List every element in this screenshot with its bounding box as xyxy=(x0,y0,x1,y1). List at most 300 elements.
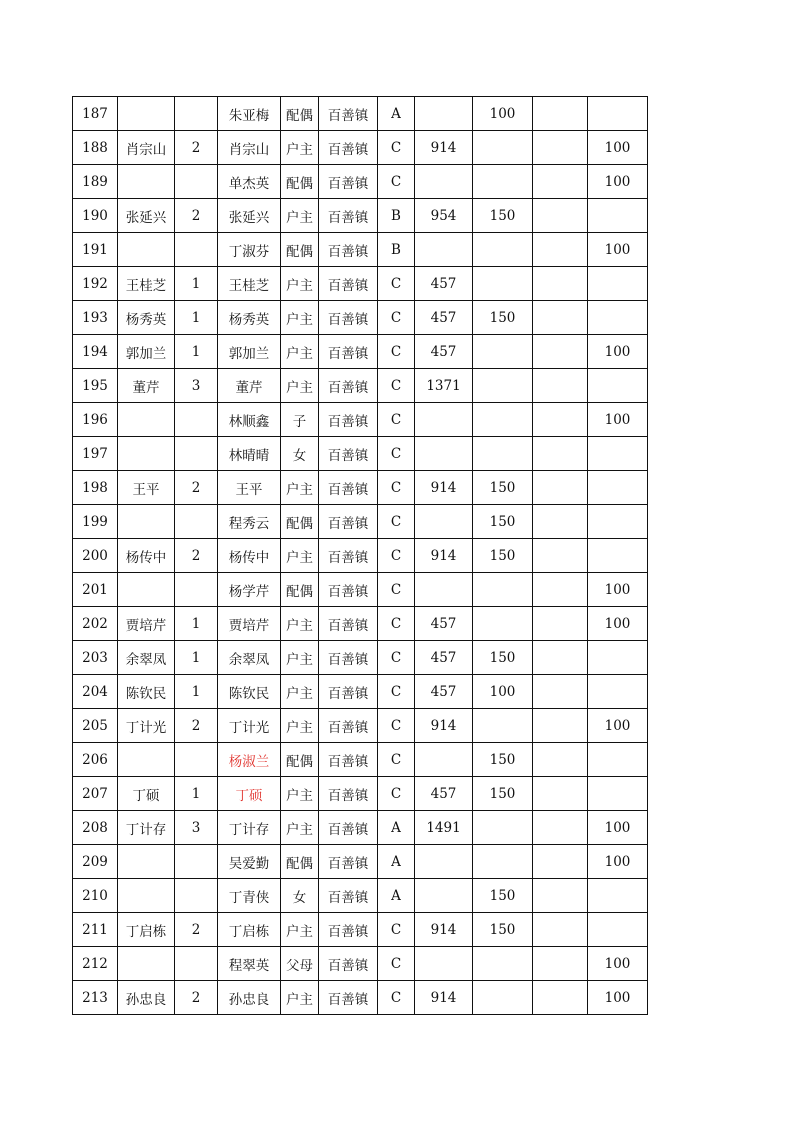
column-b-cell xyxy=(533,913,588,947)
name-cell: 丁计存 xyxy=(218,811,281,845)
column-a-cell: 150 xyxy=(473,471,533,505)
relation-cell: 户主 xyxy=(281,301,319,335)
column-c-cell xyxy=(588,471,648,505)
column-a-cell xyxy=(473,709,533,743)
household-head-cell xyxy=(118,233,175,267)
town-cell: 百善镇 xyxy=(319,165,378,199)
town-cell: 百善镇 xyxy=(319,403,378,437)
name-cell: 丁计光 xyxy=(218,709,281,743)
name-cell: 张延兴 xyxy=(218,199,281,233)
grade-cell: C xyxy=(378,301,415,335)
amount-cell: 914 xyxy=(415,131,473,165)
relation-cell: 户主 xyxy=(281,675,319,709)
amount-cell: 457 xyxy=(415,267,473,301)
column-c-cell: 100 xyxy=(588,947,648,981)
column-c-cell xyxy=(588,743,648,777)
row-number-cell: 190 xyxy=(73,199,118,233)
member-count-cell xyxy=(175,233,218,267)
table-row xyxy=(73,981,648,1015)
table-row xyxy=(73,947,648,981)
relation-cell: 户主 xyxy=(281,267,319,301)
relation-cell: 配偶 xyxy=(281,233,319,267)
amount-cell: 457 xyxy=(415,641,473,675)
member-count-cell xyxy=(175,437,218,471)
table-row xyxy=(73,505,648,539)
row-number-cell: 206 xyxy=(73,743,118,777)
grade-cell: C xyxy=(378,131,415,165)
row-number-cell: 191 xyxy=(73,233,118,267)
table-row xyxy=(73,743,648,777)
member-count-cell: 2 xyxy=(175,199,218,233)
town-cell: 百善镇 xyxy=(319,947,378,981)
relation-cell: 父母 xyxy=(281,947,319,981)
amount-cell xyxy=(415,947,473,981)
row-number-cell: 211 xyxy=(73,913,118,947)
grade-cell: C xyxy=(378,539,415,573)
name-cell: 杨秀英 xyxy=(218,301,281,335)
table-row xyxy=(73,165,648,199)
column-c-cell xyxy=(588,267,648,301)
town-cell: 百善镇 xyxy=(319,845,378,879)
column-b-cell xyxy=(533,199,588,233)
town-cell: 百善镇 xyxy=(319,879,378,913)
amount-cell xyxy=(415,845,473,879)
relation-cell: 户主 xyxy=(281,981,319,1015)
household-head-cell: 杨传中 xyxy=(118,539,175,573)
grade-cell: C xyxy=(378,403,415,437)
town-cell: 百善镇 xyxy=(319,471,378,505)
town-cell: 百善镇 xyxy=(319,573,378,607)
member-count-cell xyxy=(175,947,218,981)
amount-cell xyxy=(415,165,473,199)
amount-cell: 457 xyxy=(415,777,473,811)
table-row xyxy=(73,403,648,437)
grade-cell: C xyxy=(378,777,415,811)
relation-cell: 配偶 xyxy=(281,845,319,879)
member-count-cell xyxy=(175,403,218,437)
name-cell: 丁淑芬 xyxy=(218,233,281,267)
grade-cell: C xyxy=(378,641,415,675)
household-head-cell: 张延兴 xyxy=(118,199,175,233)
column-a-cell xyxy=(473,811,533,845)
town-cell: 百善镇 xyxy=(319,539,378,573)
amount-cell: 914 xyxy=(415,913,473,947)
member-count-cell xyxy=(175,743,218,777)
member-count-cell: 1 xyxy=(175,675,218,709)
row-number-cell: 193 xyxy=(73,301,118,335)
name-cell: 丁启栋 xyxy=(218,913,281,947)
name-cell: 程翠英 xyxy=(218,947,281,981)
relation-cell: 户主 xyxy=(281,913,319,947)
column-a-cell: 150 xyxy=(473,777,533,811)
column-c-cell: 100 xyxy=(588,607,648,641)
column-b-cell xyxy=(533,369,588,403)
amount-cell xyxy=(415,403,473,437)
household-head-cell: 贾培芹 xyxy=(118,607,175,641)
column-b-cell xyxy=(533,845,588,879)
column-c-cell: 100 xyxy=(588,811,648,845)
member-count-cell: 2 xyxy=(175,131,218,165)
table-row xyxy=(73,131,648,165)
column-b-cell xyxy=(533,165,588,199)
amount-cell xyxy=(415,743,473,777)
relation-cell: 子 xyxy=(281,403,319,437)
row-number-cell: 189 xyxy=(73,165,118,199)
amount-cell xyxy=(415,505,473,539)
member-count-cell xyxy=(175,505,218,539)
household-head-cell xyxy=(118,845,175,879)
household-head-cell xyxy=(118,947,175,981)
column-a-cell: 150 xyxy=(473,743,533,777)
town-cell: 百善镇 xyxy=(319,199,378,233)
grade-cell: A xyxy=(378,811,415,845)
relation-cell: 户主 xyxy=(281,199,319,233)
household-head-cell: 郭加兰 xyxy=(118,335,175,369)
column-b-cell xyxy=(533,675,588,709)
column-c-cell xyxy=(588,777,648,811)
column-b-cell xyxy=(533,403,588,437)
amount-cell: 457 xyxy=(415,335,473,369)
relation-cell: 户主 xyxy=(281,641,319,675)
column-a-cell xyxy=(473,845,533,879)
table-row xyxy=(73,369,648,403)
column-c-cell: 100 xyxy=(588,165,648,199)
table-row xyxy=(73,267,648,301)
column-a-cell xyxy=(473,267,533,301)
amount-cell: 914 xyxy=(415,539,473,573)
name-cell: 林顺鑫 xyxy=(218,403,281,437)
row-number-cell: 208 xyxy=(73,811,118,845)
column-c-cell xyxy=(588,97,648,131)
table-row xyxy=(73,607,648,641)
grade-cell: C xyxy=(378,267,415,301)
member-count-cell: 2 xyxy=(175,471,218,505)
column-c-cell: 100 xyxy=(588,233,648,267)
table-row xyxy=(73,845,648,879)
town-cell: 百善镇 xyxy=(319,641,378,675)
column-b-cell xyxy=(533,573,588,607)
member-count-cell: 2 xyxy=(175,709,218,743)
amount-cell: 914 xyxy=(415,471,473,505)
member-count-cell: 1 xyxy=(175,777,218,811)
town-cell: 百善镇 xyxy=(319,233,378,267)
column-a-cell: 150 xyxy=(473,641,533,675)
column-b-cell xyxy=(533,437,588,471)
column-a-cell xyxy=(473,131,533,165)
row-number-cell: 192 xyxy=(73,267,118,301)
grade-cell: C xyxy=(378,505,415,539)
member-count-cell: 2 xyxy=(175,981,218,1015)
member-count-cell xyxy=(175,573,218,607)
row-number-cell: 204 xyxy=(73,675,118,709)
member-count-cell: 1 xyxy=(175,335,218,369)
table-row xyxy=(73,879,648,913)
member-count-cell xyxy=(175,845,218,879)
table-row xyxy=(73,777,648,811)
amount-cell xyxy=(415,233,473,267)
table-row xyxy=(73,199,648,233)
amount-cell: 457 xyxy=(415,301,473,335)
member-count-cell: 2 xyxy=(175,539,218,573)
grade-cell: C xyxy=(378,981,415,1015)
grade-cell: B xyxy=(378,199,415,233)
town-cell: 百善镇 xyxy=(319,97,378,131)
records-table xyxy=(72,96,648,1015)
column-a-cell xyxy=(473,403,533,437)
column-c-cell: 100 xyxy=(588,403,648,437)
name-cell: 郭加兰 xyxy=(218,335,281,369)
town-cell: 百善镇 xyxy=(319,743,378,777)
column-a-cell xyxy=(473,981,533,1015)
name-cell: 王平 xyxy=(218,471,281,505)
name-cell: 单杰英 xyxy=(218,165,281,199)
town-cell: 百善镇 xyxy=(319,709,378,743)
household-head-cell xyxy=(118,165,175,199)
relation-cell: 女 xyxy=(281,879,319,913)
town-cell: 百善镇 xyxy=(319,437,378,471)
column-c-cell xyxy=(588,879,648,913)
amount-cell: 914 xyxy=(415,981,473,1015)
name-cell: 余翠凤 xyxy=(218,641,281,675)
relation-cell: 配偶 xyxy=(281,97,319,131)
column-c-cell xyxy=(588,369,648,403)
grade-cell: C xyxy=(378,471,415,505)
column-b-cell xyxy=(533,811,588,845)
table-row xyxy=(73,539,648,573)
member-count-cell: 1 xyxy=(175,301,218,335)
household-head-cell: 肖宗山 xyxy=(118,131,175,165)
amount-cell: 1491 xyxy=(415,811,473,845)
household-head-cell xyxy=(118,743,175,777)
name-cell: 贾培芹 xyxy=(218,607,281,641)
household-head-cell: 董芹 xyxy=(118,369,175,403)
household-head-cell: 陈钦民 xyxy=(118,675,175,709)
amount-cell xyxy=(415,97,473,131)
column-c-cell: 100 xyxy=(588,845,648,879)
row-number-cell: 187 xyxy=(73,97,118,131)
member-count-cell: 3 xyxy=(175,369,218,403)
name-cell: 朱亚梅 xyxy=(218,97,281,131)
member-count-cell xyxy=(175,97,218,131)
column-b-cell xyxy=(533,981,588,1015)
row-number-cell: 213 xyxy=(73,981,118,1015)
name-cell: 吴爱勤 xyxy=(218,845,281,879)
table-row xyxy=(73,437,648,471)
relation-cell: 户主 xyxy=(281,777,319,811)
column-b-cell xyxy=(533,233,588,267)
row-number-cell: 198 xyxy=(73,471,118,505)
household-head-cell: 丁启栋 xyxy=(118,913,175,947)
name-cell: 孙忠良 xyxy=(218,981,281,1015)
column-c-cell xyxy=(588,301,648,335)
name-cell: 董芹 xyxy=(218,369,281,403)
name-cell: 杨学芹 xyxy=(218,573,281,607)
amount-cell: 1371 xyxy=(415,369,473,403)
member-count-cell xyxy=(175,879,218,913)
amount-cell: 914 xyxy=(415,709,473,743)
column-c-cell xyxy=(588,913,648,947)
grade-cell: C xyxy=(378,913,415,947)
town-cell: 百善镇 xyxy=(319,131,378,165)
name-cell: 陈钦民 xyxy=(218,675,281,709)
column-b-cell xyxy=(533,709,588,743)
column-c-cell xyxy=(588,505,648,539)
member-count-cell: 1 xyxy=(175,267,218,301)
table-row xyxy=(73,573,648,607)
row-number-cell: 203 xyxy=(73,641,118,675)
town-cell: 百善镇 xyxy=(319,607,378,641)
table-row xyxy=(73,233,648,267)
relation-cell: 户主 xyxy=(281,471,319,505)
relation-cell: 户主 xyxy=(281,335,319,369)
table-row xyxy=(73,471,648,505)
town-cell: 百善镇 xyxy=(319,369,378,403)
row-number-cell: 188 xyxy=(73,131,118,165)
table-row xyxy=(73,97,648,131)
household-head-cell xyxy=(118,437,175,471)
row-number-cell: 200 xyxy=(73,539,118,573)
column-c-cell xyxy=(588,199,648,233)
relation-cell: 户主 xyxy=(281,369,319,403)
relation-cell: 配偶 xyxy=(281,743,319,777)
household-head-cell: 杨秀英 xyxy=(118,301,175,335)
column-c-cell: 100 xyxy=(588,573,648,607)
household-head-cell: 丁硕 xyxy=(118,777,175,811)
column-a-cell xyxy=(473,607,533,641)
column-c-cell: 100 xyxy=(588,335,648,369)
grade-cell: C xyxy=(378,335,415,369)
column-a-cell xyxy=(473,335,533,369)
member-count-cell xyxy=(175,165,218,199)
amount-cell xyxy=(415,573,473,607)
column-b-cell xyxy=(533,301,588,335)
household-head-cell: 丁计光 xyxy=(118,709,175,743)
relation-cell: 女 xyxy=(281,437,319,471)
household-head-cell xyxy=(118,97,175,131)
column-b-cell xyxy=(533,131,588,165)
grade-cell: C xyxy=(378,437,415,471)
town-cell: 百善镇 xyxy=(319,777,378,811)
column-c-cell xyxy=(588,641,648,675)
name-cell: 程秀云 xyxy=(218,505,281,539)
amount-cell: 954 xyxy=(415,199,473,233)
grade-cell: C xyxy=(378,165,415,199)
relation-cell: 户主 xyxy=(281,131,319,165)
table-row xyxy=(73,301,648,335)
household-head-cell: 丁计存 xyxy=(118,811,175,845)
column-c-cell xyxy=(588,539,648,573)
column-b-cell xyxy=(533,947,588,981)
amount-cell xyxy=(415,437,473,471)
table-row xyxy=(73,913,648,947)
household-head-cell xyxy=(118,403,175,437)
table-row xyxy=(73,641,648,675)
town-cell: 百善镇 xyxy=(319,913,378,947)
amount-cell xyxy=(415,879,473,913)
row-number-cell: 199 xyxy=(73,505,118,539)
column-a-cell xyxy=(473,437,533,471)
column-a-cell: 150 xyxy=(473,505,533,539)
column-a-cell xyxy=(473,369,533,403)
column-a-cell xyxy=(473,233,533,267)
column-a-cell: 100 xyxy=(473,97,533,131)
household-head-cell: 孙忠良 xyxy=(118,981,175,1015)
name-cell: 肖宗山 xyxy=(218,131,281,165)
column-c-cell xyxy=(588,675,648,709)
relation-cell: 配偶 xyxy=(281,573,319,607)
household-head-cell xyxy=(118,573,175,607)
grade-cell: B xyxy=(378,233,415,267)
column-c-cell: 100 xyxy=(588,131,648,165)
column-b-cell xyxy=(533,607,588,641)
table-body xyxy=(73,97,648,1015)
column-b-cell xyxy=(533,471,588,505)
grade-cell: A xyxy=(378,845,415,879)
town-cell: 百善镇 xyxy=(319,505,378,539)
household-head-cell: 余翠凤 xyxy=(118,641,175,675)
relation-cell: 户主 xyxy=(281,811,319,845)
relation-cell: 户主 xyxy=(281,607,319,641)
column-a-cell xyxy=(473,573,533,607)
grade-cell: C xyxy=(378,947,415,981)
relation-cell: 配偶 xyxy=(281,165,319,199)
name-cell: 林晴晴 xyxy=(218,437,281,471)
column-b-cell xyxy=(533,267,588,301)
grade-cell: C xyxy=(378,743,415,777)
row-number-cell: 194 xyxy=(73,335,118,369)
grade-cell: C xyxy=(378,675,415,709)
column-b-cell xyxy=(533,335,588,369)
column-b-cell xyxy=(533,641,588,675)
column-b-cell xyxy=(533,97,588,131)
row-number-cell: 212 xyxy=(73,947,118,981)
column-a-cell: 100 xyxy=(473,675,533,709)
row-number-cell: 202 xyxy=(73,607,118,641)
row-number-cell: 196 xyxy=(73,403,118,437)
column-a-cell xyxy=(473,165,533,199)
column-b-cell xyxy=(533,879,588,913)
name-cell: 丁硕 xyxy=(218,777,281,811)
household-head-cell xyxy=(118,879,175,913)
grade-cell: C xyxy=(378,607,415,641)
row-number-cell: 210 xyxy=(73,879,118,913)
column-a-cell: 150 xyxy=(473,879,533,913)
column-a-cell: 150 xyxy=(473,913,533,947)
column-b-cell xyxy=(533,743,588,777)
member-count-cell: 2 xyxy=(175,913,218,947)
column-a-cell: 150 xyxy=(473,539,533,573)
grade-cell: C xyxy=(378,369,415,403)
name-cell: 丁青侠 xyxy=(218,879,281,913)
town-cell: 百善镇 xyxy=(319,335,378,369)
relation-cell: 配偶 xyxy=(281,505,319,539)
column-c-cell xyxy=(588,437,648,471)
row-number-cell: 205 xyxy=(73,709,118,743)
name-cell: 王桂芝 xyxy=(218,267,281,301)
grade-cell: C xyxy=(378,573,415,607)
table-row xyxy=(73,709,648,743)
town-cell: 百善镇 xyxy=(319,675,378,709)
column-c-cell: 100 xyxy=(588,981,648,1015)
table-row xyxy=(73,335,648,369)
row-number-cell: 209 xyxy=(73,845,118,879)
column-b-cell xyxy=(533,539,588,573)
column-b-cell xyxy=(533,505,588,539)
column-c-cell: 100 xyxy=(588,709,648,743)
column-a-cell: 150 xyxy=(473,199,533,233)
member-count-cell: 1 xyxy=(175,607,218,641)
town-cell: 百善镇 xyxy=(319,301,378,335)
